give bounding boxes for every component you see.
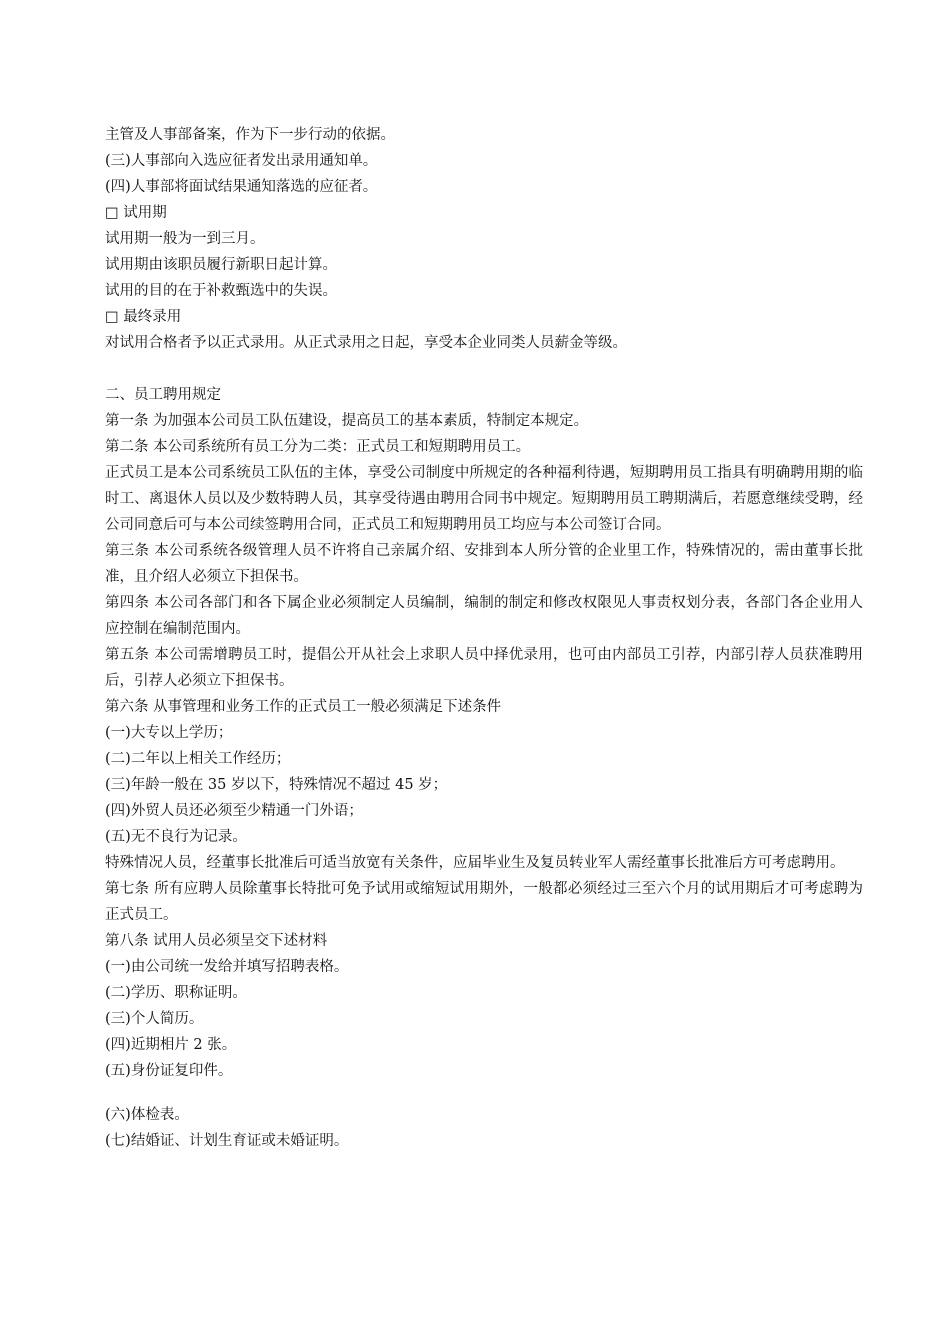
list-item: (一)由公司统一发给并填写招聘表格。	[105, 959, 349, 975]
article-2: 第二条 本公司系统所有员工分为二类：正式员工和短期聘用员工。	[105, 439, 531, 455]
text-line: 试用的目的在于补救甄选中的失误。	[105, 283, 337, 299]
list-item: (二)学历、职称证明。	[105, 985, 247, 1001]
document-page	[105, 122, 863, 1154]
article-8: 第八条 试用人员必须呈交下述材料	[105, 933, 328, 949]
article-3: 第三条 本公司系统各级管理人员不许将自己亲属介绍、安排到本人所分管的企业里工作，特殊情况的，需由董事长批准，且介绍人必须立下担保书。	[105, 543, 863, 585]
subheading-final-hire: □ 最终录用	[105, 309, 182, 325]
section-title: 二、员工聘用规定	[105, 387, 221, 403]
list-item: (三)个人简历。	[105, 1011, 204, 1027]
list-item: (二)二年以上相关工作经历；	[105, 751, 291, 767]
text-line: 试用期一般为一到三月。	[105, 231, 265, 247]
spacer	[105, 356, 863, 382]
list-item: (四)近期相片 2 张。	[105, 1037, 237, 1053]
spacer	[105, 1084, 863, 1102]
list-item: (五)无不良行为记录。	[105, 829, 247, 845]
text-line: 试用期由该职员履行新职日起计算。	[105, 257, 337, 273]
article-6-note: 特殊情况人员，经董事长批准后可适当放宽有关条件，应届毕业生及复员转业军人需经董事长批准后方可考虑聘用。	[105, 855, 845, 871]
list-item: (三)年龄一般在 35 岁以下，特殊情况不超过 45 岁；	[105, 777, 448, 793]
list-item: (七)结婚证、计划生育证或未婚证明。	[105, 1133, 349, 1149]
subheading-trial-period: □ 试用期	[105, 205, 167, 221]
article-7: 第七条 所有应聘人员除董事长特批可免予试用或缩短试用期外，一般都必须经过三至六个月的试用期后才可考虑聘为正式员工。	[105, 881, 863, 923]
list-item: (四)外贸人员还必须至少精通一门外语；	[105, 803, 363, 819]
text-line: (四)人事部将面试结果通知落选的应征者。	[105, 179, 378, 195]
article-4: 第四条 本公司各部门和各下属企业必须制定人员编制，编制的制定和修改权限见人事责权划分表，各部门各企业用人应控制在编制范围内。	[105, 595, 863, 637]
text-line: 对试用合格者予以正式录用。从正式录用之日起，享受本企业同类人员薪金等级。	[105, 335, 627, 351]
list-item: (五)身份证复印件。	[105, 1063, 233, 1079]
article-6: 第六条 从事管理和业务工作的正式员工一般必须满足下述条件	[105, 699, 502, 715]
article-2-detail: 正式员工是本公司系统员工队伍的主体，享受公司制度中所规定的各种福利待遇，短期聘用员工指具有明确聘用期的临时工、离退休人员以及少数特聘人员，其享受待遇由聘用合同书中规定。短期聘用员工聘期满后，若愿意继续受聘，经公司同意后可与本公司续签聘用合同，正式员工和短期聘用员工均应与本公司签订合同。	[105, 465, 863, 533]
article-5: 第五条 本公司需增聘员工时，提倡公开从社会上求职人员中择优录用，也可由内部员工引荐，内部引荐人员获准聘用后，引荐人必须立下担保书。	[105, 647, 863, 689]
list-item: (一)大专以上学历；	[105, 725, 233, 741]
article-1: 第一条 为加强本公司员工队伍建设，提高员工的基本素质，特制定本规定。	[105, 413, 589, 429]
list-item: (六)体检表。	[105, 1107, 189, 1123]
text-line: 主管及人事部备案，作为下一步行动的依据。	[105, 127, 395, 143]
text-line: (三)人事部向入选应征者发出录用通知单。	[105, 153, 378, 169]
